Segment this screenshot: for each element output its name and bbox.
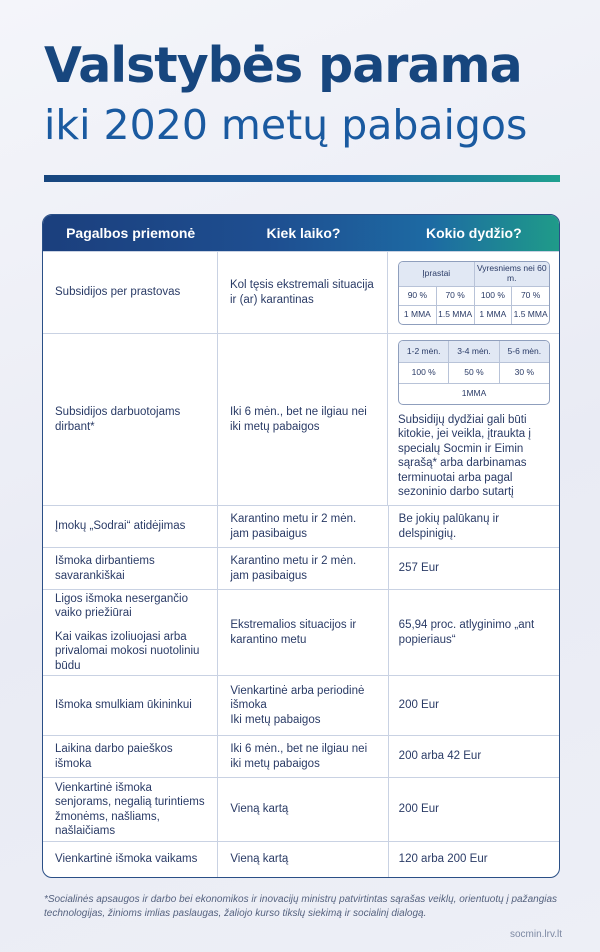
amount-cell: 65,94 proc. atlyginimo „ant popieriaus“ xyxy=(398,619,535,646)
table-row xyxy=(43,777,559,841)
table-row xyxy=(43,735,559,777)
mini-cell: 100 % xyxy=(411,367,436,378)
duration-cell: Iki 6 mėn., bet ne ilgiau nei iki metų pabaigos xyxy=(218,736,388,777)
site-url: socmin.lrv.lt xyxy=(509,929,562,940)
mini-cell: 1 MMA xyxy=(474,306,512,324)
working-subsidy-table xyxy=(398,340,550,405)
amount-cell: 200 arba 42 Eur xyxy=(398,750,482,763)
mini-cell: 1 MMA xyxy=(403,309,431,320)
measure-cell: Laikina darbo paieškos išmoka xyxy=(43,736,218,777)
amount-cell: 200 Eur xyxy=(398,699,439,712)
mini-cell: 70 % xyxy=(436,287,474,305)
duration-text: Vienkartinė arba periodinė išmoka xyxy=(230,684,365,712)
measure-text: Kai vaikas izoliuojasi arba privalomai mokosi nuotoliniu būdu xyxy=(55,630,200,672)
subsidy-note: Subsidijų dydžiai gali būti kitokie, jei veikla, įtraukta į specialų Socmin ir Eimin sąrašą* arba darbinamas terminuotai arba pagal sezoninio darbo sutartį xyxy=(398,413,531,498)
duration-cell xyxy=(218,676,388,735)
duration-cell: Karantino metu ir 2 mėn. jam pasibaigus xyxy=(218,506,388,547)
duration-cell: Ekstremalios situacijos ir karantino metu xyxy=(218,590,388,675)
mini-group-usual: Įprastai xyxy=(422,268,451,279)
table-row xyxy=(43,333,559,505)
duration-cell: Kol tęsis ekstremali situacija ir (ar) karantinas xyxy=(218,252,388,333)
measure-cell: Vienkartinė išmoka senjorams, negalią turintiems žmonėms, našliams, našlaičiams xyxy=(43,778,218,841)
measure-cell xyxy=(43,590,218,675)
measure-cell: Išmoka smulkiam ūkininkui xyxy=(43,676,218,735)
header-measure: Pagalbos priemonė xyxy=(66,225,196,241)
title-block xyxy=(44,36,564,152)
mini-cell: 1MMA xyxy=(461,388,487,399)
mini-cell: 100 % xyxy=(474,287,512,305)
amount-cell xyxy=(388,334,559,505)
amount-cell: 200 Eur xyxy=(398,803,439,816)
support-table xyxy=(42,214,560,878)
mini-cell: 30 % xyxy=(499,363,549,383)
table-row xyxy=(43,675,559,735)
duration-cell: Karantino metu ir 2 mėn. jam pasibaigus xyxy=(218,548,388,589)
measure-cell: Išmoka dirbantiems savarankiškai xyxy=(43,548,218,589)
mini-period: 5-6 mėn. xyxy=(499,341,549,362)
duration-cell: Iki 6 mėn., bet ne ilgiau nei iki metų pabaigos xyxy=(218,334,388,505)
table-row xyxy=(43,589,559,675)
downtime-subsidy-table xyxy=(398,261,550,325)
mini-cell: 90 % xyxy=(407,290,428,301)
footnote: *Socialinės apsaugos ir darbo bei ekonomikos ir inovacijų ministrų patvirtintas sąrašas veiklų, orientuotų į pažangias technologijas, žinioms imlias paslaugas, žaliojo kurso tikslų siekimą ir socialinį dialogą. xyxy=(44,894,558,919)
measure-cell: Įmokų „Sodrai“ atidėjimas xyxy=(43,506,218,547)
table-row xyxy=(43,547,559,589)
duration-cell: Vieną kartą xyxy=(218,842,388,877)
page-title: Valstybės parama xyxy=(44,37,522,94)
header-amount: Kokio dydžio? xyxy=(426,225,522,241)
mini-cell: 70 % xyxy=(511,287,549,305)
amount-cell xyxy=(388,252,559,333)
header-duration: Kiek laiko? xyxy=(266,225,341,241)
duration-text: Iki metų pabaigos xyxy=(230,713,321,726)
measure-cell: Subsidijos darbuotojams dirbant* xyxy=(43,334,218,505)
table-row xyxy=(43,841,559,877)
title-divider xyxy=(44,175,560,182)
duration-cell: Vieną kartą xyxy=(218,778,388,841)
measure-cell: Subsidijos per prastovas xyxy=(43,252,218,333)
page-subtitle: iki 2020 metų pabaigos xyxy=(44,101,528,149)
amount-cell: 120 arba 200 Eur xyxy=(398,853,488,866)
amount-cell: Be jokių palūkanų ir delspinigių. xyxy=(398,513,500,540)
mini-cell: 1.5 MMA xyxy=(511,306,549,324)
mini-period: 1-2 mėn. xyxy=(406,345,441,356)
amount-cell: 257 Eur xyxy=(398,562,439,575)
table-row xyxy=(43,505,559,547)
measure-text: Ligos išmoka nesergančio vaiko priežiūrai xyxy=(55,592,188,620)
mini-period: 3-4 mėn. xyxy=(448,341,498,362)
table-row xyxy=(43,251,559,333)
mini-cell: 1.5 MMA xyxy=(436,306,474,324)
mini-group-older: Vyresniems nei 60 m. xyxy=(474,262,550,286)
mini-cell: 50 % xyxy=(448,363,498,383)
table-header xyxy=(43,215,559,251)
measure-cell: Vienkartinė išmoka vaikams xyxy=(43,842,218,877)
